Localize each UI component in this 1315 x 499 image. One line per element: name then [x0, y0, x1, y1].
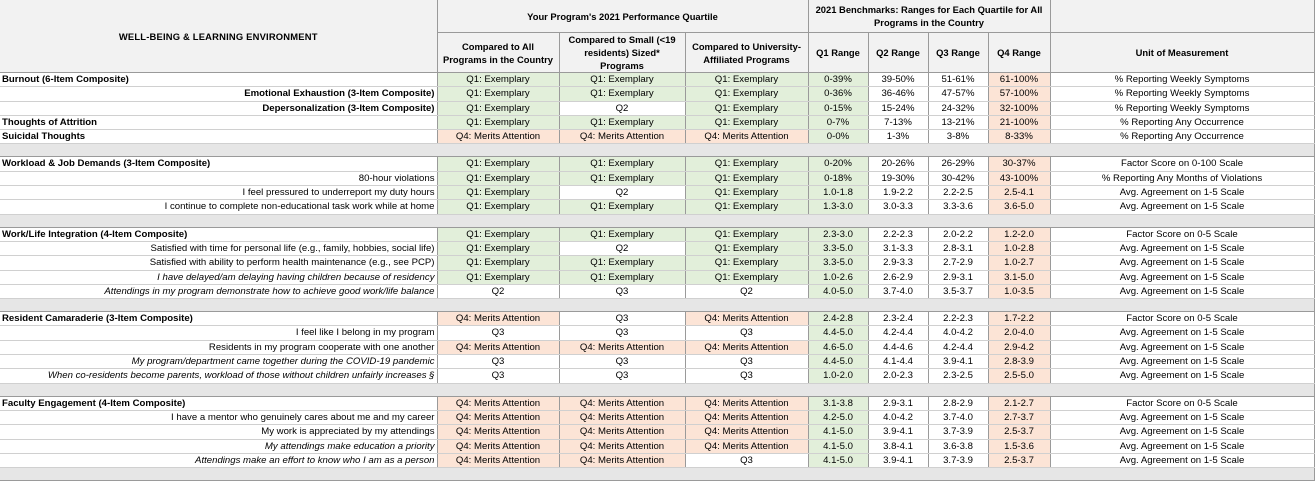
quartile-all: Q4: Merits Attention	[437, 453, 559, 467]
quartile-univ: Q2	[685, 284, 808, 298]
spacer-cell	[0, 383, 1314, 396]
table-row	[0, 115, 1314, 129]
quartile-all: Q4: Merits Attention	[437, 130, 559, 144]
unit-of-measurement: Avg. Agreement on 1-5 Scale	[1050, 425, 1314, 439]
q1-range: 1.0-2.0	[808, 369, 868, 383]
q4-range: 8-33%	[988, 130, 1050, 144]
quartile-small: Q4: Merits Attention	[559, 396, 685, 410]
q4-range: 2.5-3.7	[988, 425, 1050, 439]
metric-label: Thoughts of Attrition	[0, 115, 437, 129]
table-row	[0, 369, 1314, 383]
q1-range: 1.0-1.8	[808, 186, 868, 200]
quartile-univ: Q4: Merits Attention	[685, 130, 808, 144]
q4-range: 1.2-2.0	[988, 227, 1050, 241]
q2-range: 3.7-4.0	[868, 284, 928, 298]
q1-range: 1.0-2.6	[808, 270, 868, 284]
section-spacer	[0, 144, 1314, 157]
metric-label: I feel like I belong in my program	[0, 326, 437, 340]
unit-of-measurement: Avg. Agreement on 1-5 Scale	[1050, 355, 1314, 369]
unit-of-measurement: Avg. Agreement on 1-5 Scale	[1050, 410, 1314, 424]
quartile-univ: Q3	[685, 355, 808, 369]
q2-range: 2.9-3.1	[868, 396, 928, 410]
q4-range: 2.5-4.1	[988, 186, 1050, 200]
quartile-small: Q4: Merits Attention	[559, 410, 685, 424]
section-spacer	[0, 383, 1314, 396]
q2-range: 3.9-4.1	[868, 453, 928, 467]
table-row	[0, 284, 1314, 298]
metric-label: I continue to complete non-educational task work while at home	[0, 200, 437, 214]
quartile-small: Q3	[559, 326, 685, 340]
q3-range: 26-29%	[928, 157, 988, 171]
q1-range: 4.1-5.0	[808, 453, 868, 467]
q4-range: 30-37%	[988, 157, 1050, 171]
q1-range: 4.1-5.0	[808, 439, 868, 453]
q1-range: 0-7%	[808, 115, 868, 129]
unit-of-measurement: Factor Score on 0-5 Scale	[1050, 312, 1314, 326]
quartile-all: Q3	[437, 369, 559, 383]
q3-range: 3.6-3.8	[928, 439, 988, 453]
unit-of-measurement: Factor Score on 0-100 Scale	[1050, 157, 1314, 171]
q1-range: 0-20%	[808, 157, 868, 171]
unit-of-measurement: Avg. Agreement on 1-5 Scale	[1050, 186, 1314, 200]
col-header-unit: Unit of Measurement	[1050, 33, 1314, 73]
metric-label: I have delayed/am delaying having children because of residency	[0, 270, 437, 284]
table-row	[0, 171, 1314, 185]
header-row-1	[0, 0, 1314, 33]
quartile-all: Q1: Exemplary	[437, 157, 559, 171]
metric-label: My program/department came together during the COVID-19 pandemic	[0, 355, 437, 369]
metric-label: Workload & Job Demands (3-Item Composite)	[0, 157, 437, 171]
q1-range: 0-18%	[808, 171, 868, 185]
quartile-univ: Q3	[685, 369, 808, 383]
quartile-all: Q1: Exemplary	[437, 101, 559, 115]
quartile-univ: Q1: Exemplary	[685, 200, 808, 214]
q3-range: 2.0-2.2	[928, 227, 988, 241]
quartile-small: Q1: Exemplary	[559, 73, 685, 87]
unit-of-measurement: % Reporting Weekly Symptoms	[1050, 73, 1314, 87]
q2-range: 1-3%	[868, 130, 928, 144]
table-row	[0, 340, 1314, 354]
quartile-all: Q1: Exemplary	[437, 171, 559, 185]
q4-range: 43-100%	[988, 171, 1050, 185]
q2-range: 2.2-2.3	[868, 227, 928, 241]
unit-of-measurement: Avg. Agreement on 1-5 Scale	[1050, 369, 1314, 383]
metric-label: Attendings in my program demonstrate how to achieve good work/life balance	[0, 284, 437, 298]
table-row	[0, 439, 1314, 453]
q1-range: 0-39%	[808, 73, 868, 87]
quartile-group-header: Your Program's 2021 Performance Quartile	[437, 0, 808, 33]
q3-range: 3.7-4.0	[928, 410, 988, 424]
q2-range: 3.0-3.3	[868, 200, 928, 214]
table-row	[0, 396, 1314, 410]
unit-of-measurement: Factor Score on 0-5 Scale	[1050, 396, 1314, 410]
quartile-small: Q4: Merits Attention	[559, 340, 685, 354]
quartile-univ: Q1: Exemplary	[685, 73, 808, 87]
q4-range: 2.1-2.7	[988, 396, 1050, 410]
quartile-small: Q1: Exemplary	[559, 256, 685, 270]
col-header-q1: Q1 Range	[808, 33, 868, 73]
metric-label: I have a mentor who genuinely cares about me and my career	[0, 410, 437, 424]
quartile-small: Q3	[559, 369, 685, 383]
table-row	[0, 241, 1314, 255]
metric-label: Suicidal Thoughts	[0, 130, 437, 144]
metric-label: Attendings make an effort to know who I am as a person	[0, 453, 437, 467]
quartile-small: Q1: Exemplary	[559, 270, 685, 284]
quartile-univ: Q4: Merits Attention	[685, 425, 808, 439]
q2-range: 3.9-4.1	[868, 425, 928, 439]
q4-range: 1.0-2.8	[988, 241, 1050, 255]
unit-of-measurement: Avg. Agreement on 1-5 Scale	[1050, 284, 1314, 298]
q3-range: 13-21%	[928, 115, 988, 129]
q4-range: 3.6-5.0	[988, 200, 1050, 214]
unit-header-top	[1050, 0, 1314, 33]
q3-range: 4.2-4.4	[928, 340, 988, 354]
benchmark-group-header: 2021 Benchmarks: Ranges for Each Quartile for All Programs in the Country	[808, 0, 1050, 33]
q2-range: 4.2-4.4	[868, 326, 928, 340]
metric-label: Resident Camaraderie (3-Item Composite)	[0, 312, 437, 326]
q2-range: 2.3-2.4	[868, 312, 928, 326]
quartile-small: Q4: Merits Attention	[559, 425, 685, 439]
q1-range: 3.3-5.0	[808, 241, 868, 255]
unit-of-measurement: Avg. Agreement on 1-5 Scale	[1050, 326, 1314, 340]
q3-range: 2.7-2.9	[928, 256, 988, 270]
unit-of-measurement: % Reporting Weekly Symptoms	[1050, 101, 1314, 115]
table-row	[0, 200, 1314, 214]
quartile-all: Q4: Merits Attention	[437, 425, 559, 439]
q4-range: 2.7-3.7	[988, 410, 1050, 424]
unit-of-measurement: Factor Score on 0-5 Scale	[1050, 227, 1314, 241]
quartile-all: Q3	[437, 326, 559, 340]
quartile-all: Q1: Exemplary	[437, 241, 559, 255]
q1-range: 4.4-5.0	[808, 326, 868, 340]
quartile-univ: Q1: Exemplary	[685, 256, 808, 270]
quartile-small: Q2	[559, 241, 685, 255]
spacer-cell	[0, 299, 1314, 312]
q3-range: 30-42%	[928, 171, 988, 185]
quartile-all: Q4: Merits Attention	[437, 340, 559, 354]
unit-of-measurement: Avg. Agreement on 1-5 Scale	[1050, 340, 1314, 354]
q1-range: 0-15%	[808, 101, 868, 115]
q2-range: 3.8-4.1	[868, 439, 928, 453]
q1-range: 2.3-3.0	[808, 227, 868, 241]
q4-range: 21-100%	[988, 115, 1050, 129]
section-spacer	[0, 214, 1314, 227]
q3-range: 3.3-3.6	[928, 200, 988, 214]
quartile-all: Q1: Exemplary	[437, 200, 559, 214]
q2-range: 2.6-2.9	[868, 270, 928, 284]
quartile-all: Q4: Merits Attention	[437, 410, 559, 424]
quartile-small: Q1: Exemplary	[559, 157, 685, 171]
table-row	[0, 227, 1314, 241]
spacer-cell	[0, 144, 1314, 157]
quartile-all: Q4: Merits Attention	[437, 396, 559, 410]
q1-range: 4.4-5.0	[808, 355, 868, 369]
metric-label: I feel pressured to underreport my duty hours	[0, 186, 437, 200]
q4-range: 1.0-3.5	[988, 284, 1050, 298]
q3-range: 51-61%	[928, 73, 988, 87]
q3-range: 4.0-4.2	[928, 326, 988, 340]
q3-range: 2.2-2.3	[928, 312, 988, 326]
quartile-small: Q3	[559, 284, 685, 298]
quartile-univ: Q1: Exemplary	[685, 87, 808, 101]
q3-range: 3.9-4.1	[928, 355, 988, 369]
q4-range: 32-100%	[988, 101, 1050, 115]
quartile-small: Q3	[559, 312, 685, 326]
quartile-small: Q1: Exemplary	[559, 171, 685, 185]
quartile-all: Q4: Merits Attention	[437, 439, 559, 453]
quartile-small: Q1: Exemplary	[559, 87, 685, 101]
q2-range: 1.9-2.2	[868, 186, 928, 200]
q4-range: 2.5-5.0	[988, 369, 1050, 383]
q4-range: 1.0-2.7	[988, 256, 1050, 270]
q2-range: 2.9-3.3	[868, 256, 928, 270]
q3-range: 3.5-3.7	[928, 284, 988, 298]
q4-range: 61-100%	[988, 73, 1050, 87]
table-row	[0, 186, 1314, 200]
table-row	[0, 270, 1314, 284]
table-row	[0, 101, 1314, 115]
quartile-univ: Q4: Merits Attention	[685, 340, 808, 354]
quartile-univ: Q4: Merits Attention	[685, 312, 808, 326]
quartile-univ: Q1: Exemplary	[685, 227, 808, 241]
metric-label: 80-hour violations	[0, 171, 437, 185]
q3-range: 3-8%	[928, 130, 988, 144]
spacer-cell	[0, 468, 1314, 481]
q1-range: 1.3-3.0	[808, 200, 868, 214]
q1-range: 0-0%	[808, 130, 868, 144]
q1-range: 3.3-5.0	[808, 256, 868, 270]
metric-label: My attendings make education a priority	[0, 439, 437, 453]
quartile-all: Q1: Exemplary	[437, 73, 559, 87]
quartile-all: Q4: Merits Attention	[437, 312, 559, 326]
q3-range: 47-57%	[928, 87, 988, 101]
quartile-univ: Q1: Exemplary	[685, 115, 808, 129]
unit-of-measurement: Avg. Agreement on 1-5 Scale	[1050, 200, 1314, 214]
q4-range: 57-100%	[988, 87, 1050, 101]
quartile-all: Q1: Exemplary	[437, 256, 559, 270]
table-row	[0, 326, 1314, 340]
quartile-small: Q1: Exemplary	[559, 227, 685, 241]
unit-of-measurement: % Reporting Any Occurrence	[1050, 130, 1314, 144]
q4-range: 1.7-2.2	[988, 312, 1050, 326]
q4-range: 2.8-3.9	[988, 355, 1050, 369]
table-row	[0, 355, 1314, 369]
table-row	[0, 453, 1314, 467]
q2-range: 36-46%	[868, 87, 928, 101]
q2-range: 20-26%	[868, 157, 928, 171]
q1-range: 0-36%	[808, 87, 868, 101]
quartile-univ: Q1: Exemplary	[685, 241, 808, 255]
table-row	[0, 73, 1314, 87]
col-header-q3: Q3 Range	[928, 33, 988, 73]
quartile-all: Q3	[437, 355, 559, 369]
metric-label: Work/Life Integration (4-Item Composite)	[0, 227, 437, 241]
quartile-univ: Q3	[685, 453, 808, 467]
metric-label: Faculty Engagement (4-Item Composite)	[0, 396, 437, 410]
quartile-small: Q2	[559, 101, 685, 115]
quartile-univ: Q1: Exemplary	[685, 101, 808, 115]
col-header-small: Compared to Small (<19 residents) Sized* Programs	[559, 33, 685, 73]
table-row	[0, 157, 1314, 171]
q1-range: 4.0-5.0	[808, 284, 868, 298]
q2-range: 3.1-3.3	[868, 241, 928, 255]
quartile-univ: Q4: Merits Attention	[685, 396, 808, 410]
quartile-all: Q1: Exemplary	[437, 87, 559, 101]
col-header-q2: Q2 Range	[868, 33, 928, 73]
q3-range: 3.7-3.9	[928, 425, 988, 439]
metric-label: Residents in my program cooperate with one another	[0, 340, 437, 354]
unit-of-measurement: Avg. Agreement on 1-5 Scale	[1050, 256, 1314, 270]
metric-label: Emotional Exhaustion (3-Item Composite)	[0, 87, 437, 101]
q3-range: 2.9-3.1	[928, 270, 988, 284]
quartile-univ: Q3	[685, 326, 808, 340]
section-spacer	[0, 299, 1314, 312]
q2-range: 15-24%	[868, 101, 928, 115]
q1-range: 2.4-2.8	[808, 312, 868, 326]
q4-range: 2.5-3.7	[988, 453, 1050, 467]
col-header-q4: Q4 Range	[988, 33, 1050, 73]
q1-range: 3.1-3.8	[808, 396, 868, 410]
q3-range: 2.8-2.9	[928, 396, 988, 410]
quartile-all: Q1: Exemplary	[437, 227, 559, 241]
unit-of-measurement: Avg. Agreement on 1-5 Scale	[1050, 241, 1314, 255]
q2-range: 39-50%	[868, 73, 928, 87]
quartile-small: Q1: Exemplary	[559, 115, 685, 129]
quartile-small: Q2	[559, 186, 685, 200]
metric-label: When co-residents become parents, workload of those without children unfairly increases §	[0, 369, 437, 383]
unit-of-measurement: Avg. Agreement on 1-5 Scale	[1050, 270, 1314, 284]
quartile-all: Q1: Exemplary	[437, 270, 559, 284]
quartile-all: Q1: Exemplary	[437, 186, 559, 200]
col-header-univ: Compared to University-Affiliated Programs	[685, 33, 808, 73]
quartile-small: Q3	[559, 355, 685, 369]
table-row	[0, 130, 1314, 144]
q1-range: 4.2-5.0	[808, 410, 868, 424]
q3-range: 2.8-3.1	[928, 241, 988, 255]
metric-label: My work is appreciated by my attendings	[0, 425, 437, 439]
quartile-univ: Q1: Exemplary	[685, 157, 808, 171]
metric-label: Burnout (6-Item Composite)	[0, 73, 437, 87]
q1-range: 4.1-5.0	[808, 425, 868, 439]
q2-range: 19-30%	[868, 171, 928, 185]
q3-range: 2.3-2.5	[928, 369, 988, 383]
metric-label: Depersonalization (3-Item Composite)	[0, 101, 437, 115]
table-row	[0, 256, 1314, 270]
q1-range: 4.6-5.0	[808, 340, 868, 354]
metric-label: Satisfied with ability to perform health maintenance (e.g., see PCP)	[0, 256, 437, 270]
quartile-all: Q2	[437, 284, 559, 298]
quartile-univ: Q1: Exemplary	[685, 186, 808, 200]
q4-range: 2.9-4.2	[988, 340, 1050, 354]
quartile-all: Q1: Exemplary	[437, 115, 559, 129]
quartile-small: Q4: Merits Attention	[559, 439, 685, 453]
quartile-small: Q1: Exemplary	[559, 200, 685, 214]
unit-of-measurement: Avg. Agreement on 1-5 Scale	[1050, 439, 1314, 453]
q4-range: 3.1-5.0	[988, 270, 1050, 284]
quartile-univ: Q1: Exemplary	[685, 171, 808, 185]
q3-range: 24-32%	[928, 101, 988, 115]
table-row	[0, 410, 1314, 424]
quartile-univ: Q1: Exemplary	[685, 270, 808, 284]
quartile-univ: Q4: Merits Attention	[685, 410, 808, 424]
quartile-univ: Q4: Merits Attention	[685, 439, 808, 453]
page-title: WELL-BEING & LEARNING ENVIRONMENT	[0, 0, 437, 73]
unit-of-measurement: % Reporting Any Occurrence	[1050, 115, 1314, 129]
col-header-all: Compared to All Programs in the Country	[437, 33, 559, 73]
q4-range: 1.5-3.6	[988, 439, 1050, 453]
section-spacer	[0, 468, 1314, 481]
unit-of-measurement: % Reporting Any Months of Violations	[1050, 171, 1314, 185]
table-row	[0, 425, 1314, 439]
unit-of-measurement: % Reporting Weekly Symptoms	[1050, 87, 1314, 101]
q2-range: 4.4-4.6	[868, 340, 928, 354]
q2-range: 4.1-4.4	[868, 355, 928, 369]
q2-range: 7-13%	[868, 115, 928, 129]
table-row	[0, 312, 1314, 326]
q4-range: 2.0-4.0	[988, 326, 1050, 340]
table-row	[0, 87, 1314, 101]
unit-of-measurement: Avg. Agreement on 1-5 Scale	[1050, 453, 1314, 467]
q3-range: 3.7-3.9	[928, 453, 988, 467]
spacer-cell	[0, 214, 1314, 227]
q2-range: 4.0-4.2	[868, 410, 928, 424]
metric-label: Satisfied with time for personal life (e.g., family, hobbies, social life)	[0, 241, 437, 255]
quartile-small: Q4: Merits Attention	[559, 453, 685, 467]
q3-range: 2.2-2.5	[928, 186, 988, 200]
q2-range: 2.0-2.3	[868, 369, 928, 383]
quartile-small: Q4: Merits Attention	[559, 130, 685, 144]
